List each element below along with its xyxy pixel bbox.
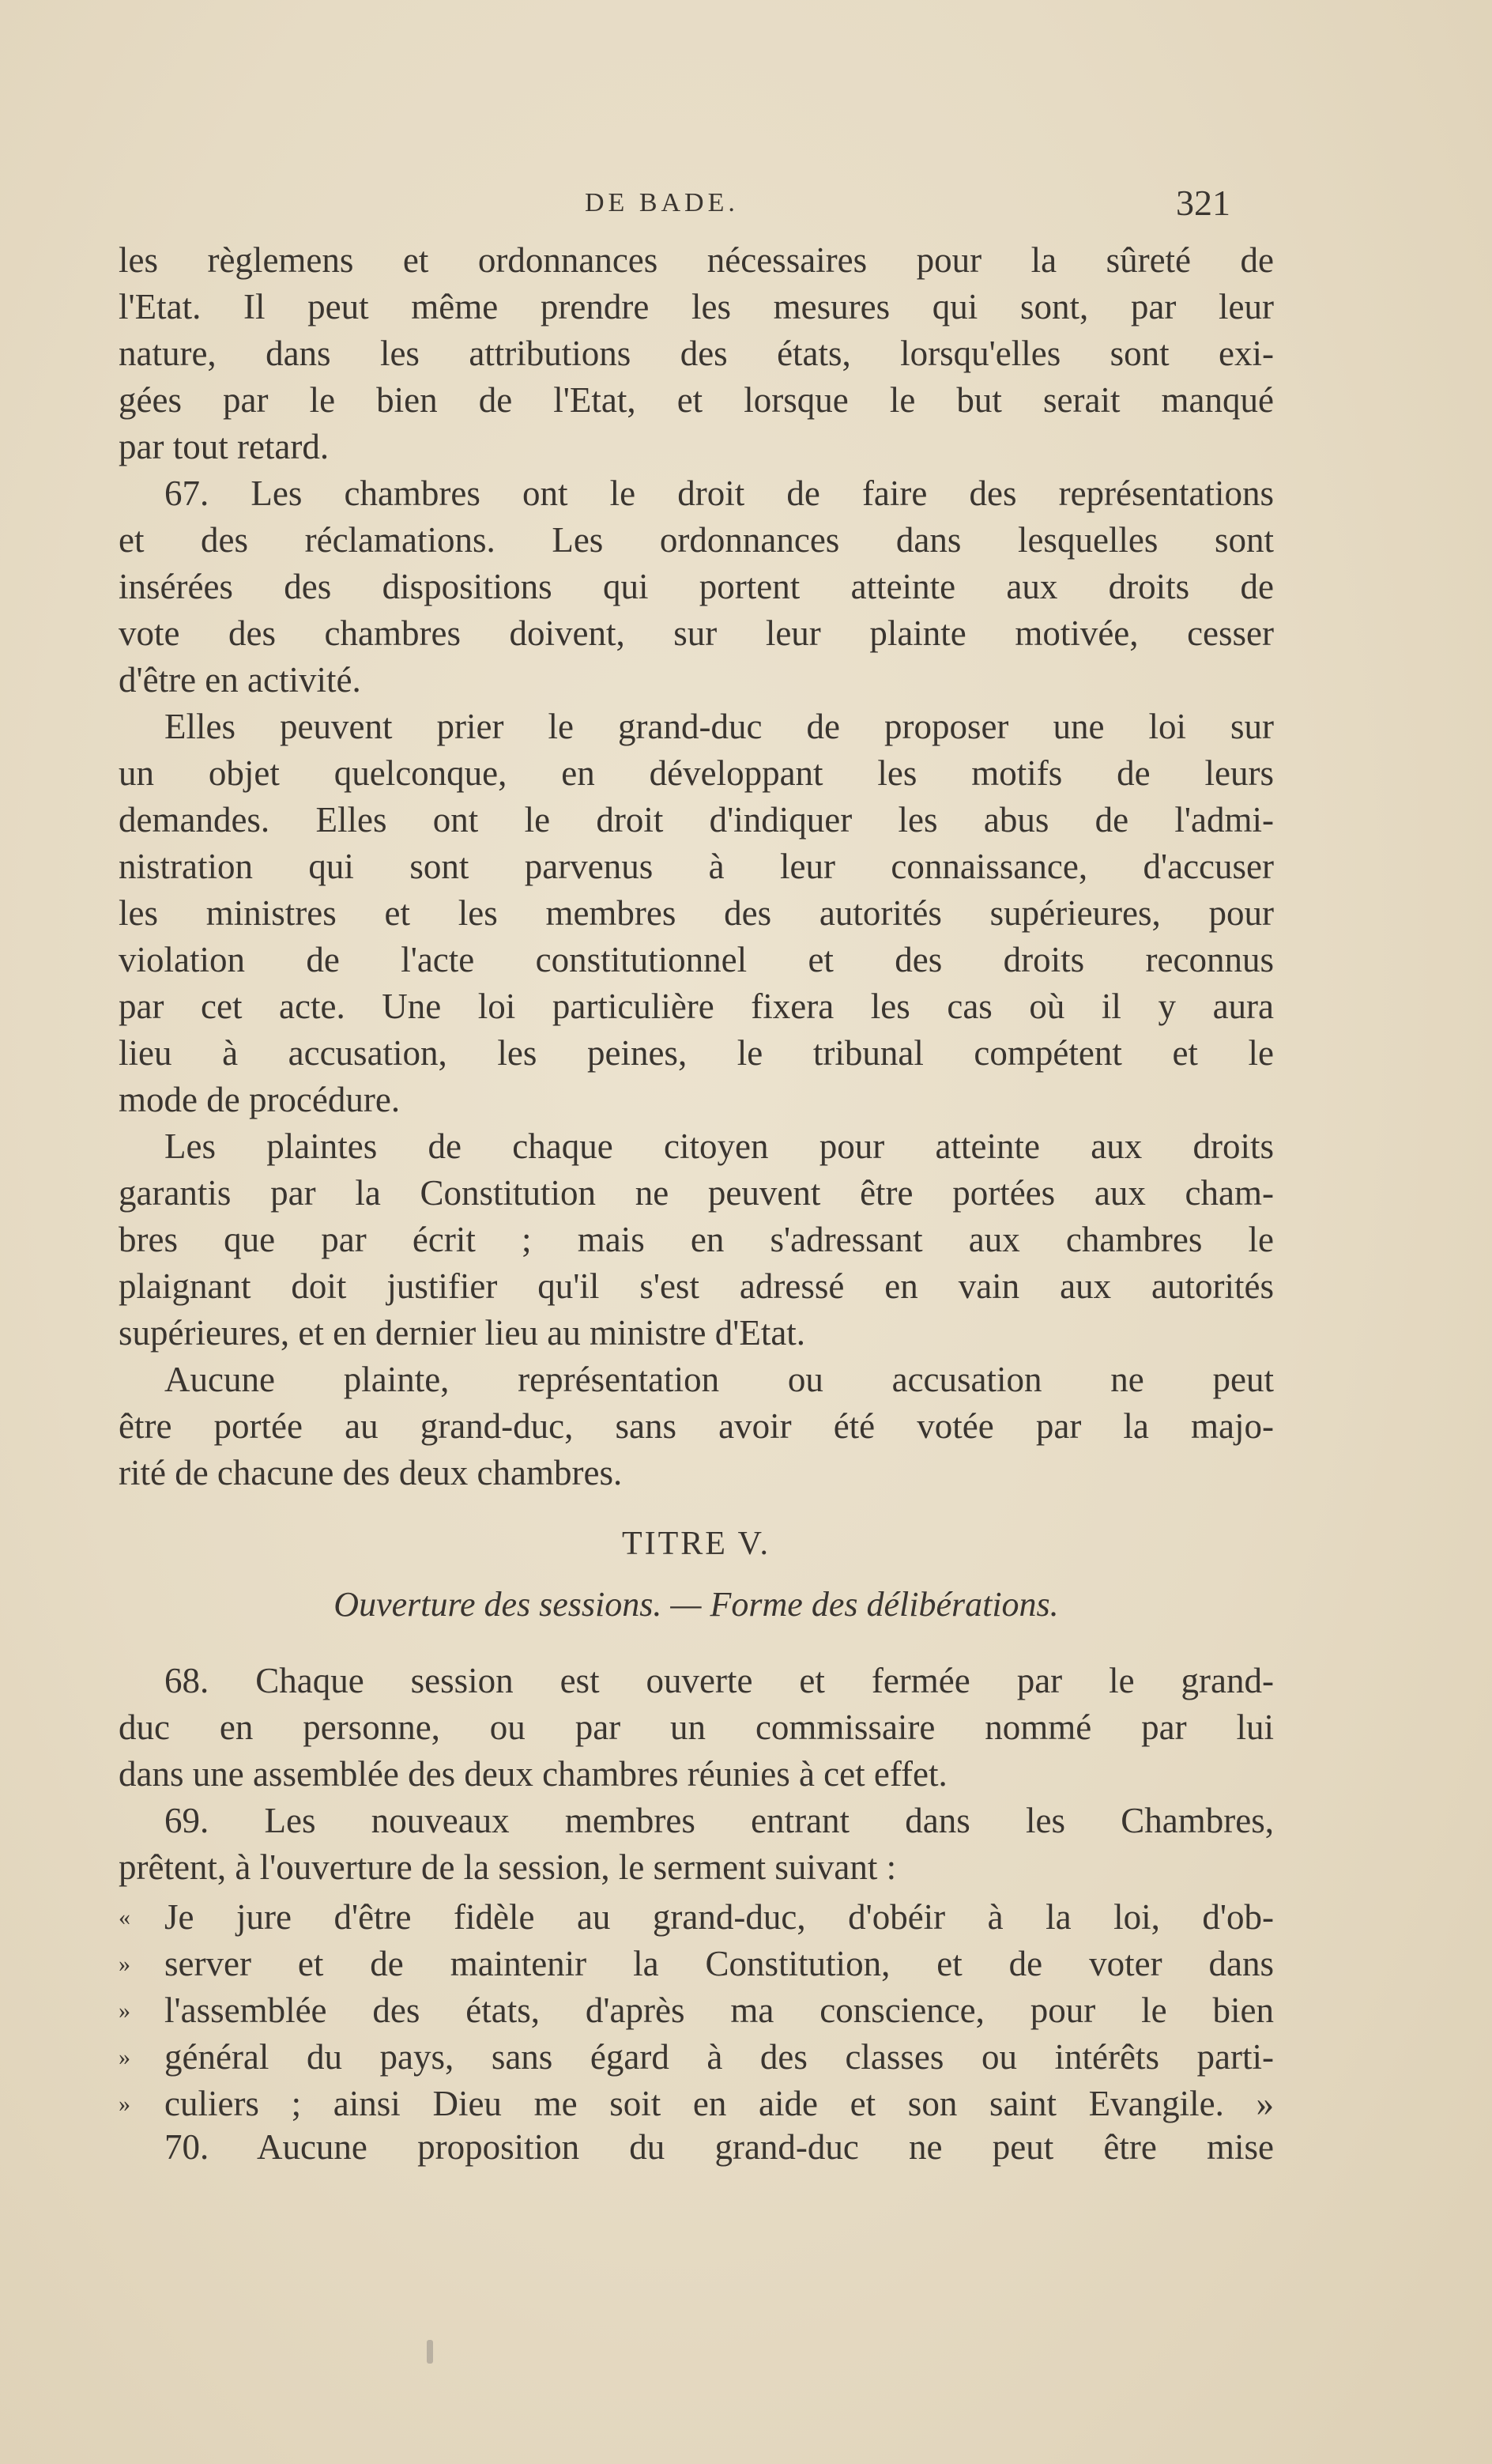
section-title: TITRE V. (621, 1526, 771, 1562)
oath-line (119, 1891, 1274, 1938)
text-line: par cet acte. Une loi particulière fixera les cas où il y aura (119, 987, 1274, 1026)
text-line: insérées des dispositions qui portent atteinte aux droits de (119, 567, 1274, 606)
article-68-start: 68. Chaque session est ouverte et fermée par le grand- (164, 1661, 1274, 1700)
text-line: être portée au grand-duc, sans avoir été votée par la majo- (119, 1406, 1274, 1446)
text-line: lieu à accusation, les peines, le tribunal compétent et le (119, 1033, 1274, 1073)
text-line: vote des chambres doivent, sur leur plainte motivée, cesser (119, 613, 1274, 653)
text-line: et des réclamations. Les ordonnances dans lesquelles sont (119, 520, 1274, 560)
text-line: l'Etat. Il peut même prendre les mesures qui sont, par leur (119, 287, 1274, 326)
text-line: nature, dans les attributions des états, lorsqu'elles sont exi- (119, 334, 1274, 373)
running-title: DE BADE. (585, 188, 739, 217)
running-head (0, 183, 1492, 236)
article-67-start: 67. Les chambres ont le droit de faire des représentations (164, 474, 1274, 513)
paragraph-start: Elles peuvent prier le grand-duc de proposer une loi sur (164, 707, 1274, 746)
text-line: bres que par écrit ; mais en s'adressant aux chambres le (119, 1220, 1274, 1259)
text-line: un objet quelconque, en développant les motifs de leurs (119, 753, 1274, 793)
oath-text: culiers ; ainsi Dieu me soit en aide et son saint Evangile. » (164, 2084, 1274, 2124)
text-line: les ministres et les membres des autorités supérieures, pour (119, 893, 1274, 933)
paper-blemish (427, 2340, 433, 2364)
oath-text: général du pays, sans égard à des classes ou intérêts parti- (164, 2037, 1274, 2077)
text-line: garantis par la Constitution ne peuvent être portées aux cham- (119, 1173, 1274, 1213)
text-line: d'être en activité. (119, 660, 361, 700)
oath-text: Je jure d'être fidèle au grand-duc, d'obéir à la loi, d'ob- (164, 1897, 1274, 1938)
text-line: supérieures, et en dernier lieu au ministre d'Etat. (119, 1313, 806, 1353)
text-line: dans une assemblée des deux chambres réunies à cet effet. (119, 1754, 948, 1794)
section-subtitle: Ouverture des sessions. — Forme des délibérations. (333, 1585, 1059, 1624)
text-line: demandes. Elles ont le droit d'indiquer les abus de l'admi- (119, 800, 1274, 840)
quote-mark: « (119, 1904, 130, 1931)
article-69-start: 69. Les nouveaux membres entrant dans les Chambres, (164, 1801, 1274, 1840)
quote-mark: » (119, 1951, 130, 1978)
text-line: par tout retard. (119, 427, 330, 466)
text-line: rité de chacune des deux chambres. (119, 1453, 623, 1492)
body-text (119, 237, 1274, 2171)
quote-mark: » (119, 2091, 130, 2118)
text-line: violation de l'acte constitutionnel et des droits reconnus (119, 940, 1274, 979)
oath-line (119, 1938, 1274, 1984)
text-line: prêtent, à l'ouverture de la session, le serment suivant : (119, 1847, 897, 1887)
text-line: mode de procédure. (119, 1080, 401, 1119)
article-70-start: 70. Aucune proposition du grand-duc ne peut être mise (164, 2127, 1274, 2167)
text-line: gées par le bien de l'Etat, et lorsque le but serait manqué (119, 380, 1274, 420)
text-line: nistration qui sont parvenus à leur connaissance, d'accuser (119, 847, 1274, 886)
oath-line (119, 1984, 1274, 2031)
paragraph-start: Aucune plainte, représentation ou accusation ne peut (164, 1360, 1274, 1399)
quote-mark: » (119, 2044, 130, 2071)
oath-line (119, 2031, 1274, 2077)
oath-line (119, 2077, 1274, 2124)
oath-text: server et de maintenir la Constitution, et de voter dans (164, 1944, 1274, 1984)
paragraph-start: Les plaintes de chaque citoyen pour atteinte aux droits (164, 1126, 1274, 1166)
text-line: plaignant doit justifier qu'il s'est adressé en vain aux autorités (119, 1266, 1274, 1306)
quote-mark: » (119, 1998, 130, 2024)
text-line: duc en personne, ou par un commissaire nommé par lui (119, 1707, 1274, 1747)
text-line: les règlemens et ordonnances nécessaires pour la sûreté de (119, 240, 1274, 280)
oath-text: l'assemblée des états, d'après ma conscience, pour le bien (164, 1990, 1274, 2031)
page-number: 321 (1176, 183, 1230, 223)
